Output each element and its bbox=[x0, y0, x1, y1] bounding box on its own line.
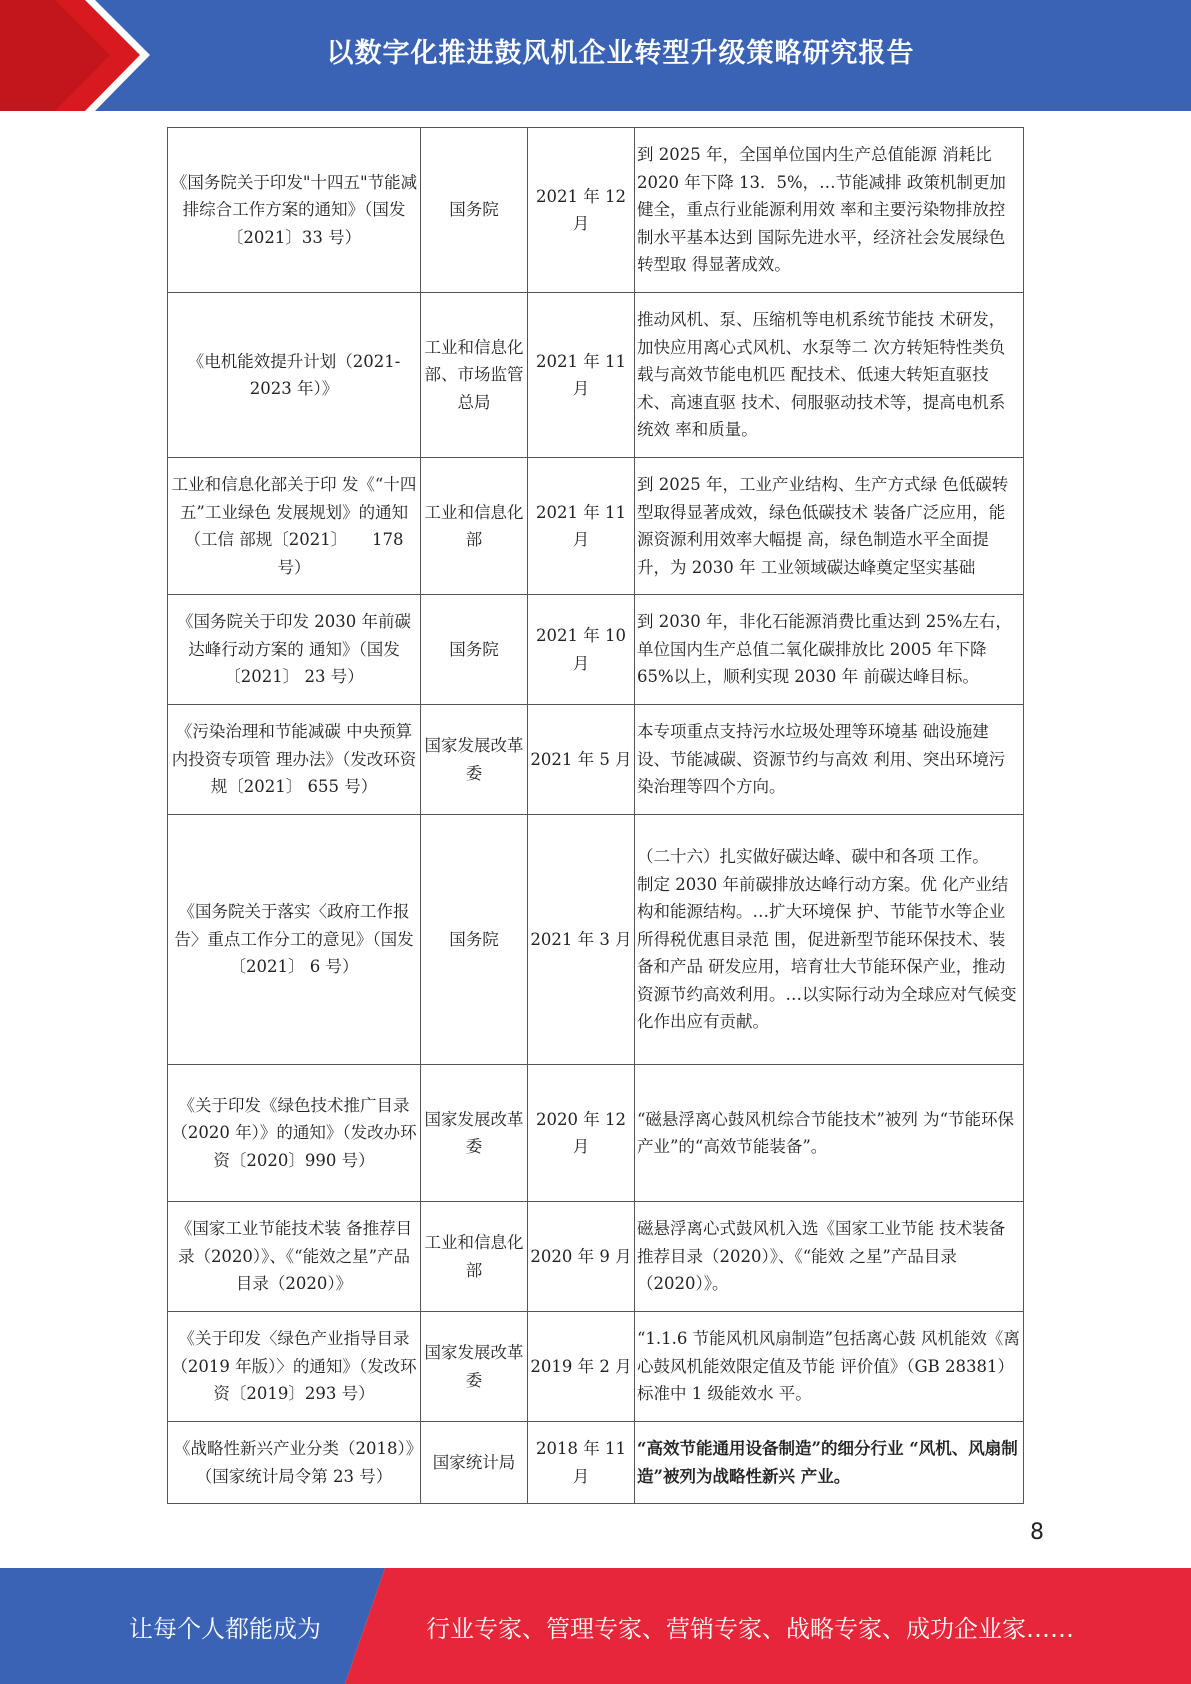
content-cell: “1.1.6 节能风机风扇制造”包括离心鼓 风机能效《离心鼓风机能效限定值及节能 评价值》（GB 28381）标准中 1 级能效水 平。 bbox=[635, 1312, 1024, 1422]
date-cell: 2021 年 10 月 bbox=[528, 595, 635, 705]
issuer-cell: 国家发展改革委 bbox=[421, 1312, 528, 1422]
date-cell: 2021 年 11 月 bbox=[528, 458, 635, 595]
document-cell: 《污染治理和节能减碳 中央预算内投资专项管 理办法》（发改环资规〔2021〕 655 号） bbox=[168, 705, 421, 815]
content-cell: “高效节能通用设备制造”的细分行业 “风机、风扇制造”被列为战略性新兴 产业。 bbox=[635, 1422, 1024, 1504]
document-cell: 《关于印发〈绿色产业指导目录（2019 年版）〉的通知》（发改环资〔2019〕293 号） bbox=[168, 1312, 421, 1422]
issuer-cell: 工业和信息化部、市场监管总局 bbox=[421, 293, 528, 458]
date-cell: 2019 年 2 月 bbox=[528, 1312, 635, 1422]
content-cell: 本专项重点支持污水垃圾处理等环境基 础设施建设、节能减碳、资源节约与高效 利用、突出环境污染治理等四个方向。 bbox=[635, 705, 1024, 815]
issuer-cell: 工业和信息化部 bbox=[421, 1202, 528, 1312]
document-cell: 《战略性新兴产业分类（2018）》（国家统计局令第 23 号） bbox=[168, 1422, 421, 1504]
table-row bbox=[168, 815, 1024, 1065]
date-cell: 2021 年 12 月 bbox=[528, 128, 635, 293]
issuer-cell: 国家统计局 bbox=[421, 1422, 528, 1504]
table-row bbox=[168, 293, 1024, 458]
table-row bbox=[168, 1422, 1024, 1504]
footer-slogan-left: 让每个人都能成为 bbox=[129, 1614, 321, 1643]
date-cell: 2021 年 11 月 bbox=[528, 293, 635, 458]
table-row bbox=[168, 595, 1024, 705]
table-row bbox=[168, 458, 1024, 595]
content-cell: 磁悬浮离心式鼓风机入选《国家工业节能 技术装备推荐目录（2020）》、《“能效 之星”产品目录（2020）》。 bbox=[635, 1202, 1024, 1312]
document-cell: 《国务院关于落实〈政府工作报告〉重点工作分工的意见》（国发〔2021〕 6 号） bbox=[168, 815, 421, 1065]
content-cell: 到 2025 年，工业产业结构、生产方式绿 色低碳转型取得显著成效，绿色低碳技术 装备广泛应用，能源资源利用效率大幅提 高，绿色制造水平全面提升，为 2030 年 工业领域碳达峰奠定坚实基础 bbox=[635, 458, 1024, 595]
issuer-cell: 国务院 bbox=[421, 815, 528, 1065]
content-cell: 推动风机、泵、压缩机等电机系统节能技 术研发，加快应用离心式风机、水泵等二 次方转矩特性类负载与高效节能电机匹 配技术、低速大转矩直驱技术、高速直驱 技术、伺服驱动技术等，提高电机系统效 率和质量。 bbox=[635, 293, 1024, 458]
content-cell: 到 2030 年，非化石能源消费比重达到 25%左右，单位国内生产总值二氧化碳排放比 2005 年下降 65%以上，顺利实现 2030 年 前碳达峰目标。 bbox=[635, 595, 1024, 705]
document-cell: 《电机能效提升计划（2021-2023 年）》 bbox=[168, 293, 421, 458]
table-row bbox=[168, 705, 1024, 815]
policy-table bbox=[167, 127, 1024, 1504]
date-cell: 2020 年 12 月 bbox=[528, 1065, 635, 1202]
issuer-cell: 国务院 bbox=[421, 128, 528, 293]
footer-slogan-right: 行业专家、管理专家、营销专家、战略专家、成功企业家…… bbox=[426, 1614, 1074, 1643]
page-number: 8 bbox=[1030, 1520, 1044, 1545]
document-cell: 《国务院关于印发 2030 年前碳达峰行动方案的 通知》（国发〔2021〕 23 号） bbox=[168, 595, 421, 705]
date-cell: 2018 年 11 月 bbox=[528, 1422, 635, 1504]
date-cell: 2021 年 5 月 bbox=[528, 705, 635, 815]
table-row bbox=[168, 1202, 1024, 1312]
document-cell: 《国务院关于印发"十四五"节能减排综合工作方案的通知》（国发〔2021〕33 号） bbox=[168, 128, 421, 293]
document-cell: 《关于印发《绿色技术推广目录（2020 年）》的通知》（发改办环资〔2020〕990 号） bbox=[168, 1065, 421, 1202]
content-cell: “磁悬浮离心鼓风机综合节能技术”被列 为“节能环保产业”的“高效节能装备”。 bbox=[635, 1065, 1024, 1202]
table-row bbox=[168, 128, 1024, 293]
issuer-cell: 国家发展改革委 bbox=[421, 1065, 528, 1202]
date-cell: 2021 年 3 月 bbox=[528, 815, 635, 1065]
report-header bbox=[0, 0, 1191, 111]
issuer-cell: 国家发展改革委 bbox=[421, 705, 528, 815]
document-cell: 工业和信息化部关于印 发《“十四五”工业绿色 发展规划》的通知（工信 部规〔2021〕 178 号） bbox=[168, 458, 421, 595]
issuer-cell: 国务院 bbox=[421, 595, 528, 705]
content-cell: （二十六）扎实做好碳达峰、碳中和各项 工作。 制定 2030 年前碳排放达峰行动方案。优 化产业结构和能源结构。…扩大环境保 护、节能节水等企业所得税优惠目录范 围，促进新型节能环保技术、装备和产品 研发应用，培育壮大节能环保产业，推动 资源节约高效利用。…以实际行动为全球应对气候变化作出应有贡献。 bbox=[635, 815, 1024, 1065]
document-cell: 《国家工业节能技术装 备推荐目录（2020）》、《“能效之星”产品目录（2020）》 bbox=[168, 1202, 421, 1312]
issuer-cell: 工业和信息化部 bbox=[421, 458, 528, 595]
content-cell: 到 2025 年，全国单位国内生产总值能源 消耗比 2020 年下降 13．5%，…节能减排 政策机制更加健全，重点行业能源利用效 率和主要污染物排放控制水平基本达到 国际先进水平，经济社会发展绿色转型取 得显著成效。 bbox=[635, 128, 1024, 293]
date-cell: 2020 年 9 月 bbox=[528, 1202, 635, 1312]
table-row bbox=[168, 1065, 1024, 1202]
table-row bbox=[168, 1312, 1024, 1422]
report-footer bbox=[0, 1568, 1191, 1684]
report-title: 以数字化推进鼓风机企业转型升级策略研究报告 bbox=[326, 37, 915, 69]
